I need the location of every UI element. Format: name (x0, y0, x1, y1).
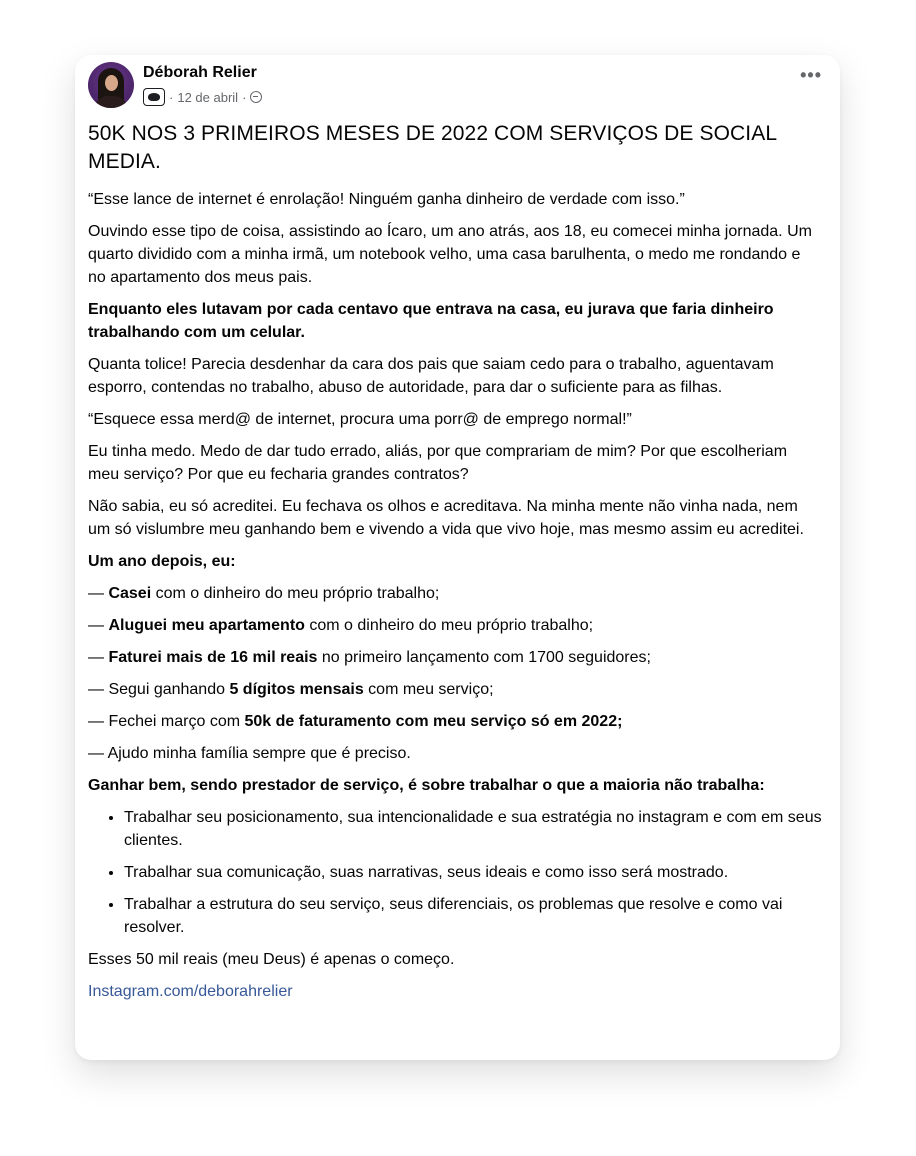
achievement-item: — Ajudo minha família sempre que é preciso. (88, 745, 411, 762)
post-header (88, 62, 822, 118)
post-card (75, 55, 840, 1060)
paragraph: Não sabia, eu só acreditei. Eu fechava os olhos e acreditava. Na minha mente não vinha nada, nem um só vislumbre meu ganhando bem e vivendo a vida que vivo hoje, mas mesmo assim eu acreditei. (88, 498, 804, 538)
list-item: • Trabalhar sua comunicação, suas narrativas, seus ideais e como isso será mostrado. (124, 861, 822, 884)
achievement-item: — Casei com o dinheiro do meu próprio trabalho; (88, 585, 440, 602)
paragraph: Eu tinha medo. Medo de dar tudo errado, aliás, por que comprariam de mim? Por que escolheriam meu serviço? Por que eu fecharia grandes contratos? (88, 443, 788, 483)
instagram-link[interactable]: Instagram.com/deborahrelier (88, 983, 293, 1000)
paragraph: Quanta tolice! Parecia desdenhar da cara dos pais que saiam cedo para o trabalho, aguentavam esporro, contendas no trabalho, abuso de autoridade, para dar o suficiente para as filhas. (88, 356, 774, 396)
post-date[interactable]: 12 de abril (177, 89, 239, 105)
closing-paragraph: Esses 50 mil reais (meu Deus) é apenas o começo. (88, 951, 455, 968)
achievement-item: — Faturei mais de 16 mil reais no primeiro lançamento com 1700 seguidores; (88, 649, 651, 666)
list-item: • Trabalhar seu posicionamento, sua intencionalidade e sua estratégia no instagram e com em seus clientes. (124, 806, 822, 852)
avatar[interactable] (88, 62, 134, 108)
more-options-icon[interactable]: ••• (800, 65, 822, 85)
achievement-item: — Fechei março com 50k de faturamento com meu serviço só em 2022; (88, 713, 623, 730)
meta-separator: · (242, 89, 247, 105)
achievement-item: — Aluguei meu apartamento com o dinheiro do meu próprio trabalho; (88, 617, 594, 634)
profile-link-wrap (88, 980, 822, 1003)
paragraph: “Esse lance de internet é enrolação! Ninguém ganha dinheiro de verdade com isso.” (88, 191, 685, 208)
paragraph: “Esquece essa merd@ de internet, procura uma porr@ de emprego normal!” (88, 411, 632, 428)
globe-icon[interactable] (250, 91, 262, 103)
meta-separator: · (169, 89, 174, 105)
post-body (88, 188, 822, 1003)
list-item: • Trabalhar a estrutura do seu serviço, seus diferenciais, os problemas que resolve e como vai resolver. (124, 893, 822, 939)
paragraph-bold: Enquanto eles lutavam por cada centavo que entrava na casa, eu jurava que faria dinheiro trabalhando com um celular. (88, 301, 774, 341)
post-meta (143, 88, 262, 106)
group-badge-icon[interactable] (143, 88, 165, 106)
achievement-item: — Segui ganhando 5 dígitos mensais com meu serviço; (88, 681, 494, 698)
paragraph-bold: Um ano depois, eu: (88, 553, 236, 570)
lesson-list (88, 806, 822, 939)
post-title: 50K NOS 3 PRIMEIROS MESES DE 2022 COM SERVIÇOS DE SOCIAL MEDIA. (88, 122, 777, 173)
paragraph: Ouvindo esse tipo de coisa, assistindo ao Ícaro, um ano atrás, aos 18, eu comecei minha jornada. Um quarto dividido com a minha irmã, um notebook velho, uma casa barulhenta, o medo me rondando e no apartamento dos meus pais. (88, 223, 812, 286)
author-name[interactable]: Déborah Relier (143, 64, 257, 81)
lesson-heading: Ganhar bem, sendo prestador de serviço, é sobre trabalhar o que a maioria não trabalha: (88, 777, 765, 794)
